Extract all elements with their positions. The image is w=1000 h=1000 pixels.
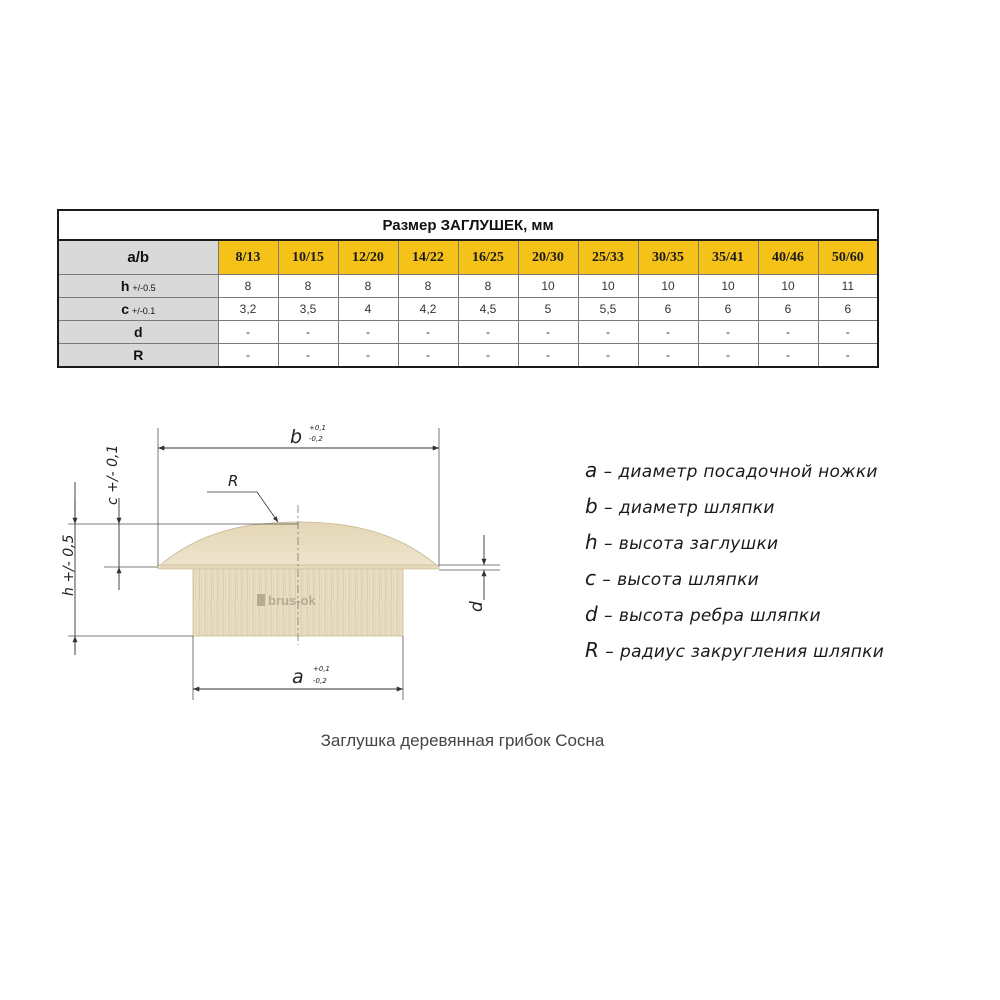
size-header-cell: 40/46 xyxy=(758,240,818,275)
size-header-cell: 20/30 xyxy=(518,240,578,275)
table-cell: - xyxy=(518,344,578,368)
table-cell: 8 xyxy=(338,275,398,298)
table-cell: 10 xyxy=(638,275,698,298)
legend-symbol: h xyxy=(585,530,598,554)
row-label-tolerance: +/-0.5 xyxy=(132,283,156,293)
table-cell: - xyxy=(398,321,458,344)
table-cell: 10 xyxy=(758,275,818,298)
r-leader xyxy=(207,492,278,522)
caption: Заглушка деревянная грибок Сосна xyxy=(320,731,605,750)
h-dimension-label: h +/- 0,5 xyxy=(61,534,77,596)
table-cell: - xyxy=(278,344,338,368)
legend-dash: – xyxy=(605,642,615,662)
table-cell: - xyxy=(758,321,818,344)
table-row xyxy=(58,298,878,321)
table-cell: - xyxy=(698,321,758,344)
legend-text: диаметр шляпки xyxy=(618,498,775,518)
legend-text: высота заглушки xyxy=(618,534,779,554)
legend-dash: – xyxy=(603,462,613,482)
table-row xyxy=(58,344,878,368)
table-cell: - xyxy=(338,321,398,344)
legend-item xyxy=(585,596,985,632)
table-title: Размер ЗАГЛУШЕК, мм xyxy=(58,210,878,240)
legend-item xyxy=(585,452,985,488)
b-tol-bottom: -0,2 xyxy=(309,435,323,443)
d-dimension-label: d xyxy=(467,601,487,612)
legend-text: диаметр посадочной ножки xyxy=(618,462,878,482)
size-header-cell: 30/35 xyxy=(638,240,698,275)
row-label-symbol: c xyxy=(121,301,130,317)
table-cell: - xyxy=(518,321,578,344)
table-cell: - xyxy=(218,321,278,344)
table-cell: - xyxy=(638,344,698,368)
table-cell: - xyxy=(398,344,458,368)
table-cell: - xyxy=(578,321,638,344)
a-dimension-label: a xyxy=(292,666,304,688)
table-cell: - xyxy=(698,344,758,368)
row-label xyxy=(58,298,218,321)
table-row xyxy=(58,321,878,344)
table-cell: 8 xyxy=(218,275,278,298)
table-cell: - xyxy=(458,344,518,368)
size-header-cell: 35/41 xyxy=(698,240,758,275)
legend-symbol: d xyxy=(585,602,598,626)
row-label xyxy=(58,344,218,368)
row-label xyxy=(58,321,218,344)
legend-dash: – xyxy=(604,498,613,518)
b-tol-top: +0,1 xyxy=(309,424,326,432)
table-cell: 8 xyxy=(398,275,458,298)
c-dimension-label: c +/- 0,1 xyxy=(105,444,121,505)
legend-text: высота ребра шляпки xyxy=(618,606,821,626)
table-cell: 3,5 xyxy=(278,298,338,321)
table-header-row xyxy=(58,240,878,275)
table-cell: 10 xyxy=(518,275,578,298)
legend-item xyxy=(585,524,985,560)
table-row xyxy=(58,275,878,298)
table-cell: - xyxy=(338,344,398,368)
legend-text: радиус закругления шляпки xyxy=(620,642,885,662)
table-cell: - xyxy=(458,321,518,344)
table-cell: 4,2 xyxy=(398,298,458,321)
header-label: a/b xyxy=(58,240,218,275)
legend-item xyxy=(585,632,985,668)
table-cell: 6 xyxy=(698,298,758,321)
row-label xyxy=(58,275,218,298)
table-cell: - xyxy=(578,344,638,368)
r-label: R xyxy=(228,472,239,490)
table-cell: 5,5 xyxy=(578,298,638,321)
plug-diagram xyxy=(0,400,560,710)
legend-dash: – xyxy=(602,570,612,590)
row-label-symbol: h xyxy=(120,278,130,294)
table-cell: 5 xyxy=(518,298,578,321)
plug-cap-rim xyxy=(158,565,439,569)
table-cell: - xyxy=(218,344,278,368)
legend-text: высота шляпки xyxy=(617,570,760,590)
legend-dash: – xyxy=(603,534,613,554)
row-label-tolerance: +/-0.1 xyxy=(132,306,156,316)
size-header-cell: 16/25 xyxy=(458,240,518,275)
table-cell: 6 xyxy=(638,298,698,321)
size-header-cell: 50/60 xyxy=(818,240,878,275)
a-tol-bottom: -0,2 xyxy=(313,677,327,685)
table-cell: 8 xyxy=(458,275,518,298)
legend-item xyxy=(585,560,985,596)
legend xyxy=(585,452,985,668)
size-header-cell: 8/13 xyxy=(218,240,278,275)
table-cell: 8 xyxy=(278,275,338,298)
legend-dash: – xyxy=(604,606,613,626)
table-cell: 4,5 xyxy=(458,298,518,321)
table-cell: - xyxy=(278,321,338,344)
size-header-cell: 10/15 xyxy=(278,240,338,275)
legend-symbol: a xyxy=(585,458,598,482)
size-table xyxy=(57,209,879,368)
table-cell: 10 xyxy=(578,275,638,298)
plug-cap xyxy=(158,522,439,567)
size-header-cell: 14/22 xyxy=(398,240,458,275)
size-header-cell: 25/33 xyxy=(578,240,638,275)
table-cell: - xyxy=(818,344,878,368)
table-cell: 6 xyxy=(818,298,878,321)
b-dimension-label: b xyxy=(290,426,303,448)
legend-symbol: R xyxy=(585,638,600,662)
a-tol-top: +0,1 xyxy=(313,665,330,673)
table-cell: 6 xyxy=(758,298,818,321)
legend-symbol: c xyxy=(585,566,597,590)
row-label-symbol: R xyxy=(133,347,144,363)
table-cell: 4 xyxy=(338,298,398,321)
legend-item xyxy=(585,488,985,524)
table-cell: 3,2 xyxy=(218,298,278,321)
table-cell: - xyxy=(638,321,698,344)
table-cell: - xyxy=(758,344,818,368)
size-header-cell: 12/20 xyxy=(338,240,398,275)
table-cell: 11 xyxy=(818,275,878,298)
legend-symbol: b xyxy=(585,494,598,518)
row-label-symbol: d xyxy=(133,324,143,340)
watermark: brus-ok xyxy=(268,593,316,608)
watermark-icon xyxy=(257,594,265,606)
table-cell: - xyxy=(818,321,878,344)
table-cell: 10 xyxy=(698,275,758,298)
